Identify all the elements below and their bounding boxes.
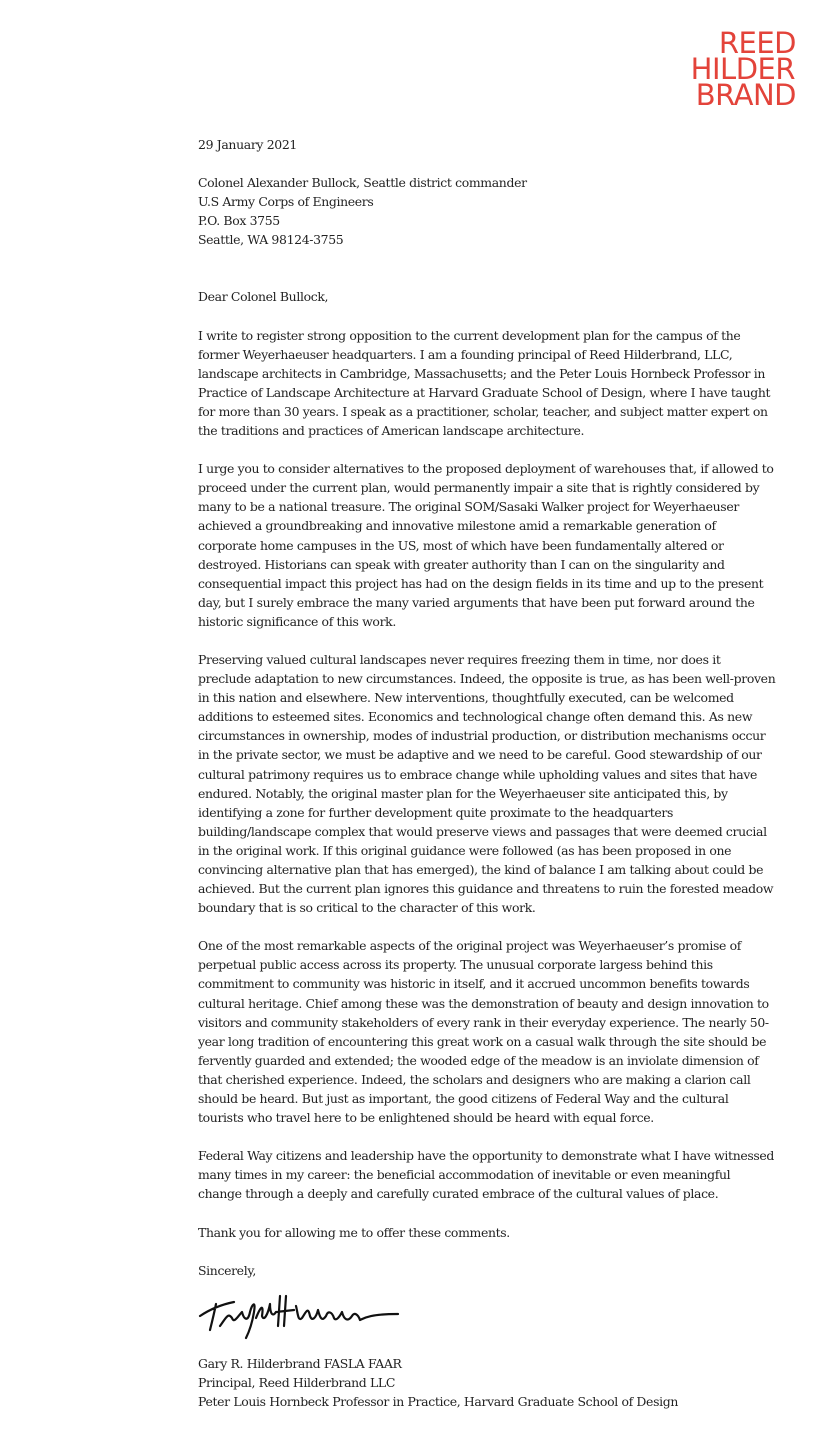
recipient-line: U.S Army Corps of Engineers — [198, 194, 374, 210]
signature-graphic — [198, 1282, 408, 1342]
salutation: Dear Colonel Bullock, — [198, 289, 329, 305]
letter-body — [198, 135, 776, 1411]
company-logo — [656, 26, 796, 112]
letter-date: 29 January 2021 — [198, 137, 297, 152]
paragraph: One of the most remarkable aspects of the original project was Weyerhaeuser’s promise of perpetual public access across its property. The unusual corporate largess behind this commitment to community was historic in itself, and it accrued uncommon benefits towards cultural heritage. Chief among these was the demonstration of beauty and design innovation to visitors and community stakeholders of every rank in their everyday experience. The nearly 50-year long tradition of encountering this great work on a casual walk through the site should be fervently guarded and extended; the wooded edge of the meadow is an inviolate dimension of that cherished experience. Indeed, the scholars and designers who are making a clarion call should be heard. But just as important, the good citizens of Federal Way and the cultural tourists who travel here to be enlightened should be heard with equal force. — [198, 938, 769, 1126]
signer-title: Principal, Reed Hilderbrand LLC — [198, 1374, 396, 1390]
closing-line: Sincerely, — [198, 1262, 256, 1278]
logo-line-hilder: HILDER — [690, 52, 795, 86]
signer-block — [198, 1354, 776, 1411]
thanks-line: Thank you for allowing me to offer these comments. — [198, 1224, 510, 1240]
handwritten-signature-icon — [198, 1282, 776, 1354]
recipient-line: P.O. Box 3755 — [198, 213, 280, 229]
recipient-line: Seattle, WA 98124-3755 — [198, 232, 344, 248]
paragraph: Preserving valued cultural landscapes never requires freezing them in time, nor does it preclude adaptation to new circumstances. Indeed, the opposite is true, as has been well-proven in this nation and elsewhere. New interventions, thoughtfully executed, can be welcomed additions to esteemed sites. Economics and technological change often demand this. As new circumstances in ownership, modes of industrial production, or distribution mechanisms occur in the private sector, we must be adaptive and we need to be careful. Good stewardship of our cultural patrimony requires us to embrace change while upholding values and sites that have endured. Notably, the original master plan for the Weyerhaeuser site anticipated this, by identifying a zone for further development quite proximate to the headquarters building/landscape complex that would preserve views and passages that were deemed crucial in the original work. If this original guidance were followed (as has been proposed in one convincing alternative plan that has emerged), the kind of balance I am talking about could be achieved. But the current plan ignores this guidance and threatens to ruin the forested meadow boundary that is so critical to the character of this work. — [198, 651, 776, 916]
signer-name: Gary R. Hilderbrand FASLA FAAR — [198, 1355, 402, 1371]
signer-title: Peter Louis Hornbeck Professor in Practice, Harvard Graduate School of Design — [198, 1393, 678, 1409]
recipient-line: Colonel Alexander Bullock, Seattle district commander — [198, 175, 527, 191]
recipient-address — [198, 173, 776, 249]
paragraph: Federal Way citizens and leadership have the opportunity to demonstrate what I have witnessed many times in my career: the beneficial accommodation of inevitable or even meaningful change through a deeply and carefully curated embrace of the cultural values of place. — [198, 1148, 775, 1202]
logo-line-reed: REED — [718, 26, 796, 60]
paragraph: I urge you to consider alternatives to the proposed deployment of warehouses that, if allowed to proceed under the current plan, would permanently impair a site that is rightly considered by many to be a national treasure. The original SOM/Sasaki Walker project for Weyerhaeuser achieved a groundbreaking and innovative milestone amid a remarkable generation of corporate home campuses in the US, most of which have been fundamentally altered or destroyed. Historians can speak with greater authority than I can on the singularity and consequential impact this project has had on the design fields in its time and up to the present day, but I surely embrace the many varied arguments that have been put forward around the historic significance of this work. — [198, 461, 774, 629]
logo-line-brand: BRAND — [695, 78, 796, 112]
paragraph: I write to register strong opposition to the current development plan for the campus of the former Weyerhaeuser headquarters. I am a founding principal of Reed Hilderbrand, LLC, landscape architects in Cambridge, Massachusetts; and the Peter Louis Hornbeck Professor in Practice of Landscape Architecture at Harvard Graduate School of Design, where I have taught for more than 30 years. I speak as a practitioner, scholar, teacher, and subject matter expert on the traditions and practices of American landscape architecture. — [198, 327, 771, 439]
